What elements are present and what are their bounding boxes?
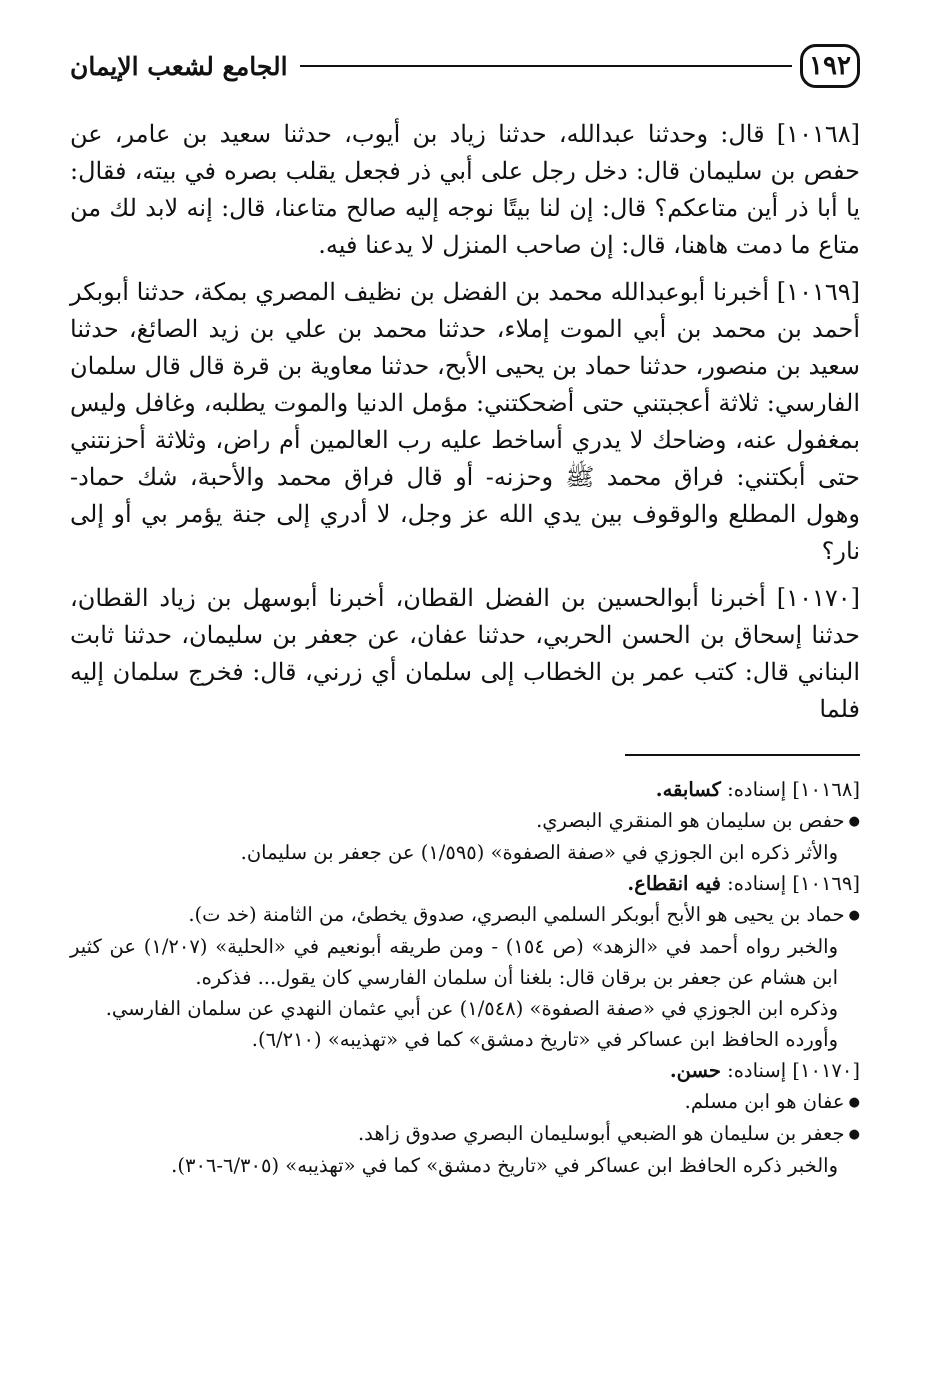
paragraph-text: أخبرنا أبوعبدالله محمد بن الفضل بن نظيف المصري بمكة، حدثنا أبوبكر أحمد بن محمد بن أبي الموت إملاء، حدثنا محمد بن علي بن زيد الصائغ، حدثنا سعيد بن منصور، حدثنا حماد بن يحيى الأبح، حدثنا معاوية بن قرة قال قال سلمان الفارسي: ثلاثة أعجبتني حتى أضحكتني: مؤمل الدنيا والموت يطلبه، وغافل وليس بمغفول عنه، وضاحك لا يدري أساخط عليه رب العالمين أم راض، وثلاثة أحزنتني حتى أبكتني: فراق محمد ﷺ وحزنه- أو قال فراق محمد والأحبة، شك حماد- وهول المطلع والوقوف بين يدي الله عز وجل، لا أدري إلى جنة يؤمر بي أو إلى نار؟ (70, 278, 860, 565)
page (70, 30, 860, 1181)
main-text (70, 116, 860, 728)
footnote-ref: [١٠١٦٩] (792, 872, 860, 895)
hadith-number: [١٠١٧٠] (776, 584, 860, 612)
footnotes (70, 774, 860, 1181)
footnote-ref: [١٠١٧٠] (792, 1059, 860, 1082)
footnote-ref: [١٠١٦٨] (792, 778, 860, 801)
footnote-line: والخبر رواه أحمد في «الزهد» (ص ١٥٤) - ومن طريقه أبونعيم في «الحلية» (١/٢٠٧) عن كثير ابن هشام عن جعفر بن برقان قال: بلغنا أن سلمان الفارسي كان يقول... فذكره. (70, 935, 839, 989)
footnote-label: إسناده: (727, 1059, 787, 1082)
paragraph-10168 (70, 116, 860, 264)
footnote-verdict: كسابقه. (655, 778, 721, 801)
footnote-bullet: ● جعفر بن سليمان هو الضبعي أبوسليمان البصري صدوق زاهد. (70, 1118, 860, 1150)
footnote-line: وأورده الحافظ ابن عساكر في «تاريخ دمشق» كما في «تهذيبه» (٦/٢١٠). (251, 1028, 838, 1051)
paragraph-text: قال: وحدثنا عبدالله، حدثنا زياد بن أيوب، حدثنا سعيد بن عامر، عن حفص بن سليمان قال: دخل رجل على أبي ذر فجعل يقلب بصره في بيته، فقال: يا أبا ذر أين متاعكم؟ قال: إن لنا بيتًا نوجه إليه صالح متاعنا، قال: إنه لابد لك من متاع ما دمت هاهنا، قال: إن صاحب المنزل لا يدعنا فيه. (70, 120, 860, 259)
header-rule (300, 65, 792, 67)
footnote-line: وذكره ابن الجوزي في «صفة الصفوة» (١/٥٤٨) عن أبي عثمان النهدي عن سلمان الفارسي. (105, 997, 838, 1020)
footnote-verdict: فيه انقطاع. (627, 872, 721, 895)
paragraph-10170 (70, 580, 860, 728)
footnote-heading (70, 1055, 860, 1086)
footnote-heading (70, 868, 860, 899)
hadith-number: [١٠١٦٨] (776, 120, 860, 148)
paragraph-text: أخبرنا أبوالحسين بن الفضل القطان، أخبرنا أبوسهل بن زياد القطان، حدثنا إسحاق بن الحسن الحربي، حدثنا عفان، عن جعفر بن سليمان، حدثنا ثابت البناني قال: كتب عمر بن الخطاب إلى سلمان أي زرني، قال: فخرج سلمان إليه فلما (70, 584, 860, 723)
footnote-separator (625, 754, 860, 756)
footnote-heading (70, 774, 860, 805)
footnote-label: إسناده: (727, 778, 787, 801)
footnote-verdict: حسن. (669, 1059, 721, 1082)
paragraph-10169 (70, 274, 860, 570)
footnote-bullet: ● حماد بن يحيى هو الأبح أبوبكر السلمي البصري، صدوق يخطئ، من الثامنة (خد ت). (70, 899, 860, 931)
running-title: الجامع لشعب الإيمان (70, 51, 288, 81)
page-number: ١٩٢ (800, 44, 860, 88)
footnote-line: والخبر ذكره الحافظ ابن عساكر في «تاريخ دمشق» كما في «تهذيبه» (٦/٣٠٥-٣٠٦). (171, 1154, 838, 1177)
page-header (70, 30, 860, 102)
footnote-label: إسناده: (727, 872, 787, 895)
footnote-bullet: ● حفص بن سليمان هو المنقري البصري. (70, 805, 860, 837)
footnote-bullet: ● عفان هو ابن مسلم. (70, 1086, 860, 1118)
hadith-number: [١٠١٦٩] (776, 278, 860, 306)
footnote-line: والأثر ذكره ابن الجوزي في «صفة الصفوة» (١/٥٩٥) عن جعفر بن سليمان. (240, 841, 838, 864)
